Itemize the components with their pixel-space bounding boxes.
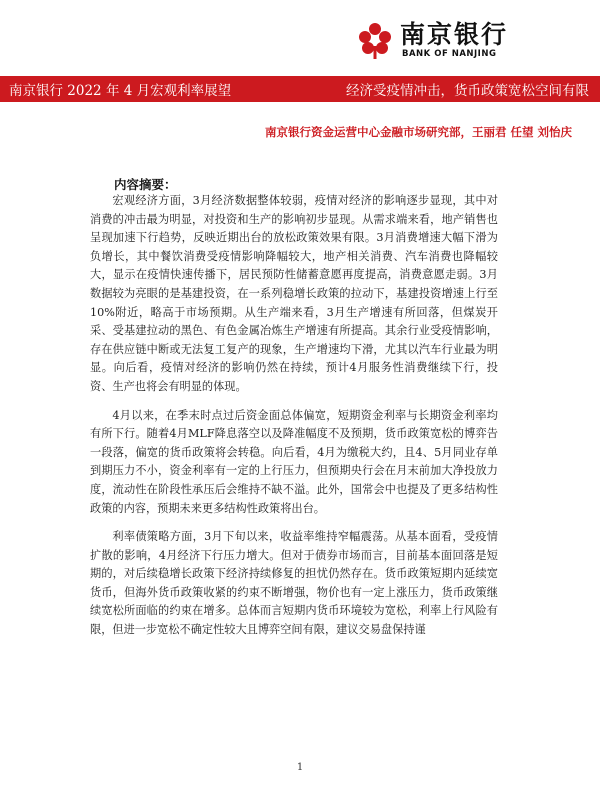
page-number: 1	[296, 762, 304, 773]
authors-line: 南京银行资金运营中心金融市场研究部，王丽君 任望 刘怡庆	[264, 125, 572, 139]
paragraph-macro: 宏观经济方面，3月经济数据整体较弱，疫情对经济的影响逐步显现，其中对消费的冲击最为明显，对投资和生产的影响初步显现。从需求端来看，地产销售也呈现加速下行趋势，反映近期出台的放松政策效果有限。3月消费增速大幅下滑为负增长，其中餐饮消费受疫情影响降幅较大，地产相关消费、汽车消费也降幅较大，显示在疫情快速传播下，居民预防性储蓄意愿再度提高，消费意愿走弱。3月数据较为亮眼的是基建投资，在一系列稳增长政策的拉动下，基建投资增速上行至10%附近，略高于市场预期。从生产端来看，3月生产增速有所回落，但煤炭开采、受基建拉动的黑色、有色金属冶炼生产增速有所提高。其余行业受疫情影响，存在供应链中断或无法复工复产的现象，生产增速均下滑，尤其以汽车行业最为明显。向后看，疫情对经济的影响仍然在持续，预计4月服务性消费继续下行，投资、生产也将会有明显的体现。	[90, 194, 498, 393]
title-banner	[0, 76, 600, 102]
report-title: 南京银行 2022 年 4 月宏观利率展望	[9, 83, 232, 99]
paragraph-bond-strategy: 利率债策略方面，3月下旬以来，收益率维持窄幅震荡。从基本面看，受疫情扩散的影响，4月经济下行压力增大。但对于债券市场而言，目前基本面回落是短期的，对后续稳增长政策下经济持续修复的担忧仍然存在。货币政策短期内延续宽货币，但海外货币政策收紧的约束不断增强，物价也有一定上涨压力，货币政策继续宽松所面临的约束在增多。总体而言短期内货币环境较为宽松，利率上行风险有限，但进一步宽松不确定性较大且博弈空间有限，建议交易盘保持谨	[90, 530, 498, 637]
paragraph-liquidity: 4月以来，在季末时点过后资金面总体偏宽，短期资金利率与长期资金利率均有所下行。随着4月MLF降息落空以及降准幅度不及预期，货币政策宽松的博弈告一段落，偏宽的货币政策将会转稳。向后看，4月为缴税大约，且4、5月同业存单到期压力不小，资金利率有一定的上行压力，但预期央行会在月末前加大净投放力度，流动性在阶段性承压后会维持不缺不溢。此外，国常会中也提及了更多结构性政策的内容，预期未来更多结构性政策将出台。	[90, 408, 498, 515]
logo-chinese-name: 南京银行	[400, 19, 509, 49]
bank-emblem-icon	[354, 20, 396, 60]
abstract-heading: 内容摘要：	[114, 177, 177, 192]
report-headline: 经济受疫情冲击，货币政策宽松空间有限	[346, 83, 589, 99]
abstract-body	[90, 192, 498, 650]
logo-english-name: BANK OF NANJING	[402, 48, 497, 59]
logo-text	[400, 21, 508, 60]
bank-logo	[354, 20, 554, 60]
